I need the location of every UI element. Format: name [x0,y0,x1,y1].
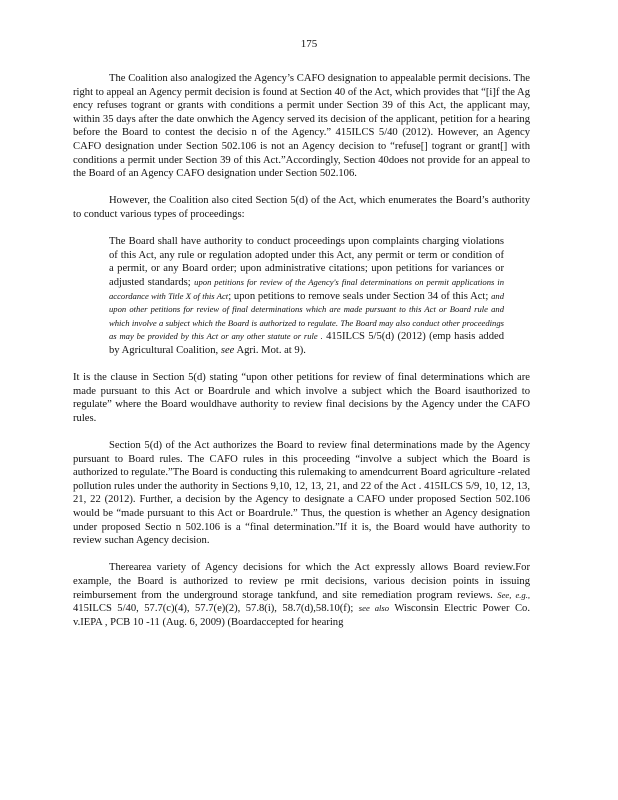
quote-emphasis: upon petitions for review of the Agency's final determinations on permit applications in accordance with Title X of this Act [109,276,504,301]
paragraph-agency-decisions [73,561,530,629]
quote-citation: 415ILCS 5/5(d) (2012) (emp hasis added by Agricultural Coalition, [109,331,504,356]
block-quote-section-5d [109,235,504,357]
paragraph-text: Therearea variety of Agency decisions for which the Act expressly allows Board review.For example, the Board is authorized to review pe rmit decisions, various decision points in issuing reimbursement from the underground storage tankfund, and site remediation program reviews. [73,562,530,601]
quote-signal: see [220,344,235,356]
quote-text: The Board shall have authority to conduct proceedings upon complaints charging violations of this Act, any rule or regulation adopted under this Act, any permit or term or condition of a permit, or any Board order; upon administrative citations; upon petitions for variances or adjusted standards; [109,236,504,288]
paragraph-clause-discussion: It is the clause in Section 5(d) stating “upon other petitions for review of final determinations which are made pursuant to this Act or Boardrule and which involve a subject which the Board isauthorized to regulate” where the Board wouldhave authority to review final decisions by the Agency under the CAFO rules. [73,372,530,424]
paragraph-cafo-appeal: The Coalition also analogized the Agency’s CAFO designation to appealable permit decisions. The right to appeal an Agency permit decision is found at Section 40 of the Act, which provides that “[i]f the Ag ency refuses togrant or grants with conditions a permit under Section 39 of this Act, the applicant may, within 35 days after the date onwhich the Agency served its decision of the applicant, petition for a hearing before the Board to contest the decisio n of the Agency.” 415ILCS 5/40 (2012). However, an Agency CAFO designation under Section 502.106 is not an Agency decision to “refuse[] togrant or grant[] with conditions a permit under Section 39 of this Act.”Accordingly, Section 40does not provide for an appeal to the Board of an Agency CAFO designation under Section 502.106. [73,73,530,180]
paragraph-text: 415ILCS 5/40, 57.7(c)(4), 57.7(e)(2), 57.8(i), 58.7(d),58.10(f); [73,603,354,615]
quote-citation: Agri. Mot. at 9). [236,344,306,356]
quote-text: ; upon petitions to remove seals under Section 34 of this Act; [228,290,489,302]
paragraph-text: Wisconsin Electric Power Co. v.IEPA , PCB 10 -11 (Aug. 6, 2009) (Boardaccepted for hearing [73,603,530,628]
quote-emphasis: and upon other petitions for review of final determinations which are made pursuant to this Act or Board rule and which involve a subject which the Board is authorized to regulate. The Board may also conduct other proceedings as may be provided by this Act or any other statute or rule . [109,290,504,342]
citation-signal: see also [358,603,390,614]
page-number: 175 [300,38,318,50]
paragraph-section-5d-intro: However, the Coalition also cited Section 5(d) of the Act, which enumerates the Board’s authority to conduct various types of proceedings: [73,195,530,220]
paragraph-board-authority: Section 5(d) of the Act authorizes the Board to review final determinations made by the Agency pursuant to Board rules. The CAFO rules in this proceeding “involve a subject which the Board is authorized to regulate.”The Board is conducting this rulemaking to amendcurrent Board agriculture -related pollution rules under the authority in Sections 9,10, 12, 13, 21, and 22 of the Act . 415ILCS 5/9, 10, 12, 13, 21, 22 (2012). Further, a decision by the Agency to designate a CAFO under proposed Section 502.106 would be “made pursuant to this Act or Boardrule.” Thus, the question is whether an Agency designation under proposed Sectio n 502.106 is a “final determination.”If it is, the Board would have authority to review suchan Agency decision. [73,440,530,547]
document-body [73,72,530,629]
citation-signal: See, e.g., [497,589,530,600]
